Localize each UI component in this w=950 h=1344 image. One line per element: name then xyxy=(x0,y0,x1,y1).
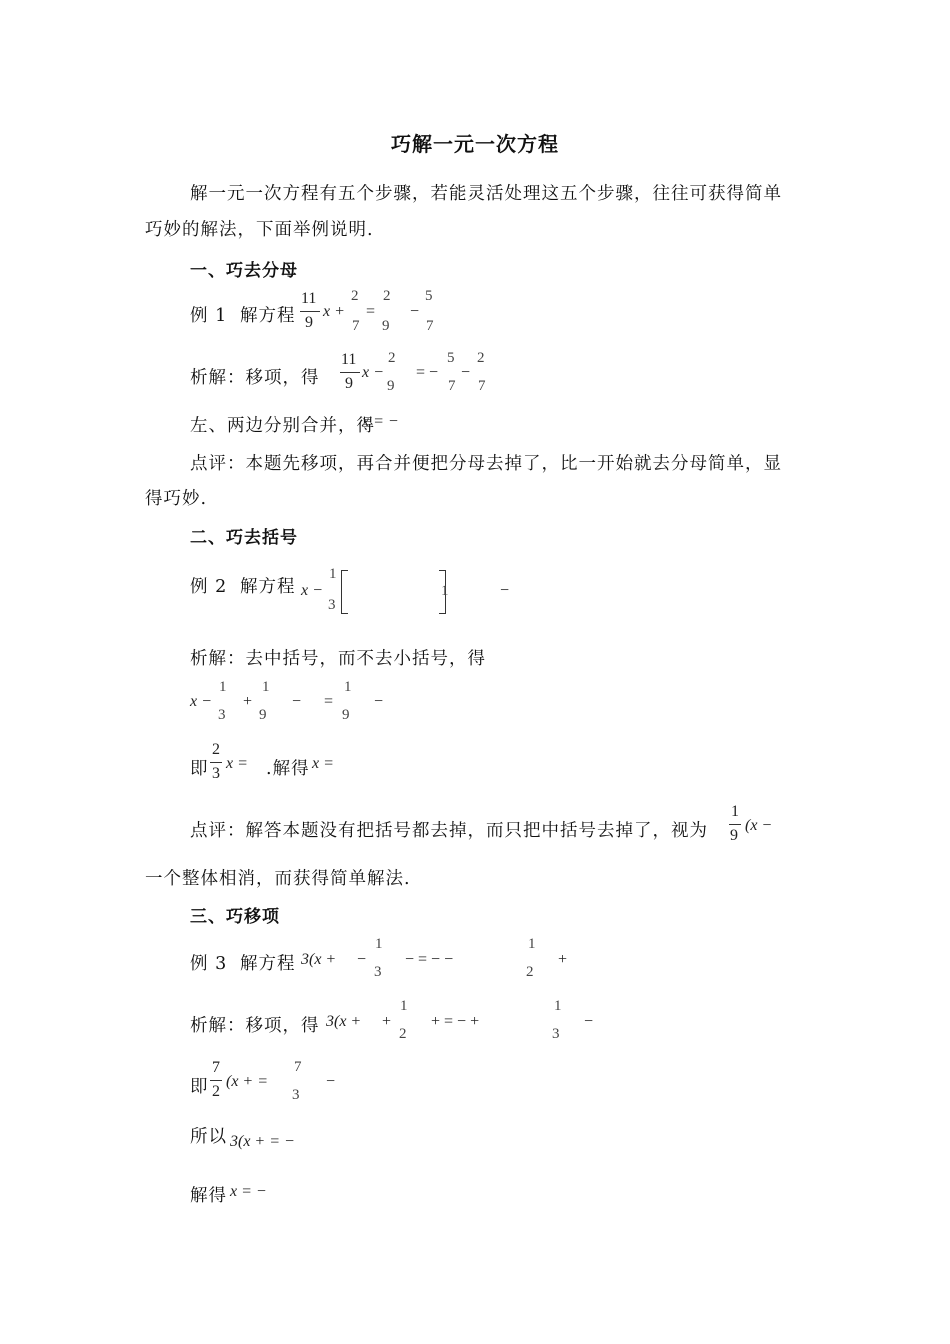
example-1-prompt: 解方程 xyxy=(240,306,296,326)
solve-2-text: .解得 xyxy=(266,759,310,779)
therefore-2-denominator: 3 xyxy=(212,765,220,782)
analysis-1-term-3-top: 2 xyxy=(477,350,485,366)
comment-2-line-1: 点评：解答本题没有把括号都去掉，而只把中括号去掉了，视为 xyxy=(190,821,708,841)
analysis-1-term-2-top: 5 xyxy=(447,350,455,366)
combine-result: x = − xyxy=(362,413,399,430)
example-2-prompt: 解方程 xyxy=(240,577,296,597)
therefore-3-denominator: 2 xyxy=(212,1083,220,1100)
analysis-2-plus: + xyxy=(243,693,253,710)
analysis-1-term-1-bottom: 9 xyxy=(387,378,395,394)
comment-2-numerator: 1 xyxy=(731,803,739,820)
example-2-left-bracket xyxy=(341,570,348,614)
example-1-term-1-bottom: 7 xyxy=(352,318,360,334)
analysis-3-term-2-denominator: 3 xyxy=(552,1026,560,1042)
therefore-2-label: 即 xyxy=(190,759,209,779)
analysis-3-plus: + xyxy=(382,1013,392,1030)
example-3-expression: 3(x + xyxy=(301,951,337,968)
section-1-heading: 一、巧去分母 xyxy=(190,261,298,281)
analysis-2-term-2-top: 1 xyxy=(262,679,270,695)
analysis-2-label: 析解：去中括号，而不去小括号，得 xyxy=(190,649,486,669)
analysis-3-expression: 3(x + xyxy=(326,1013,362,1030)
example-1-term-2-bottom: 9 xyxy=(382,318,390,334)
analysis-2-equals: = xyxy=(324,693,334,710)
analysis-1-label: 析解：移项，得 xyxy=(190,368,320,388)
analysis-2-line-variable: x − xyxy=(190,693,212,710)
therefore-3-term-denominator: 3 xyxy=(292,1087,300,1103)
analysis-1-term-3-bottom: 7 xyxy=(478,378,486,394)
solve-2-result: x = xyxy=(312,755,334,772)
analysis-1-term-2-bottom: 7 xyxy=(448,378,456,394)
example-2-variable: x − xyxy=(301,582,323,599)
analysis-3-term-2-top: 1 xyxy=(554,998,562,1014)
intro-line-1: 解一元一次方程有五个步骤，若能灵活处理这五个步骤，往往可获得简单 xyxy=(190,184,782,204)
comment-2-fraction-bar xyxy=(729,824,741,825)
example-3-term-2-denominator: 2 xyxy=(526,964,534,980)
analysis-1-variable: x − xyxy=(362,364,384,381)
example-1-term-3-top: 5 xyxy=(425,288,433,304)
example-2-fraction-denominator: 3 xyxy=(328,597,336,613)
analysis-1-minus: − xyxy=(461,364,471,381)
example-3-minus: − xyxy=(357,951,367,968)
analysis-1-equals: = − xyxy=(416,364,439,381)
example-1-minus: − xyxy=(410,303,420,320)
comment-2-expression: (x − xyxy=(745,817,773,834)
comment-2-line-2: 一个整体相消，而获得简单解法. xyxy=(145,869,411,889)
example-2-fraction-top: 1 xyxy=(329,566,337,582)
analysis-1-term-1-top: 2 xyxy=(388,350,396,366)
therefore-3-fraction-bar xyxy=(210,1080,222,1081)
section-2-heading: 二、巧去括号 xyxy=(190,528,298,548)
example-3-label: 例 3 xyxy=(190,954,228,974)
analysis-2-term-3-denominator: 9 xyxy=(342,707,350,723)
example-1-equals: = xyxy=(366,303,376,320)
analysis-3-term-1-top: 1 xyxy=(400,998,408,1014)
example-1-fraction-bar xyxy=(300,311,320,312)
example-1-label: 例 1 xyxy=(190,306,228,326)
combine-text: 左、两边分别合并，得 xyxy=(190,416,375,436)
example-1-variable: x + xyxy=(323,303,345,320)
solve-3-label: 解得 xyxy=(190,1186,227,1206)
example-3-plus: + xyxy=(558,951,568,968)
analysis-2-term-2-denominator: 9 xyxy=(259,707,267,723)
example-1-term-3-bottom: 7 xyxy=(426,318,434,334)
analysis-3-minus: − xyxy=(584,1013,594,1030)
hence-3-label: 所以 xyxy=(190,1127,227,1147)
solve-3-result: x = − xyxy=(230,1183,267,1200)
comment-1-line-2: 得巧妙. xyxy=(145,489,208,509)
therefore-3-expression: (x + = xyxy=(226,1073,269,1090)
example-1-fraction-numerator: 11 xyxy=(301,290,317,307)
therefore-3-label: 即 xyxy=(190,1077,209,1097)
therefore-2-fraction-bar xyxy=(210,762,222,763)
example-2-inner-mark: 1 xyxy=(441,583,449,599)
analysis-2-minus: − xyxy=(292,693,302,710)
section-3-heading: 三、巧移项 xyxy=(190,907,280,927)
example-2-label: 例 2 xyxy=(190,577,228,597)
comment-2-denominator: 9 xyxy=(730,827,738,844)
example-3-term-1-denominator: 3 xyxy=(374,964,382,980)
therefore-2-numerator: 2 xyxy=(212,741,220,758)
therefore-3-minus: − xyxy=(326,1073,336,1090)
analysis-2-term-3-top: 1 xyxy=(344,679,352,695)
analysis-3-label: 析解：移项，得 xyxy=(190,1016,320,1036)
hence-3-expression: 3(x + = − xyxy=(230,1133,295,1150)
example-3-term-1-top: 1 xyxy=(375,936,383,952)
analysis-1-fraction-numerator: 11 xyxy=(341,351,357,368)
analysis-3-term-1-denominator: 2 xyxy=(399,1026,407,1042)
page-title: 巧解一元一次方程 xyxy=(391,132,559,156)
analysis-3-rest: + = − + xyxy=(431,1013,480,1030)
analysis-1-fraction-bar xyxy=(340,372,360,373)
therefore-2-expression: x = xyxy=(226,755,248,772)
therefore-3-numerator: 7 xyxy=(212,1059,220,1076)
example-1-term-1-top: 2 xyxy=(351,288,359,304)
analysis-2-term-1-denominator: 3 xyxy=(218,707,226,723)
comment-1-line-1: 点评：本题先移项，再合并便把分母去掉了，比一开始就去分母简单，显 xyxy=(190,454,782,474)
example-2-minus: − xyxy=(500,582,510,599)
example-1-fraction-denominator: 9 xyxy=(305,314,313,331)
analysis-2-minus-2: − xyxy=(374,693,384,710)
intro-line-2: 巧妙的解法，下面举例说明. xyxy=(145,220,374,240)
example-3-term-2-top: 1 xyxy=(528,936,536,952)
example-3-prompt: 解方程 xyxy=(240,954,296,974)
therefore-3-term-top: 7 xyxy=(294,1059,302,1075)
example-1-term-2-top: 2 xyxy=(383,288,391,304)
example-3-rest: − = − − xyxy=(405,951,454,968)
analysis-2-term-1-top: 1 xyxy=(219,679,227,695)
analysis-1-fraction-denominator: 9 xyxy=(345,375,353,392)
